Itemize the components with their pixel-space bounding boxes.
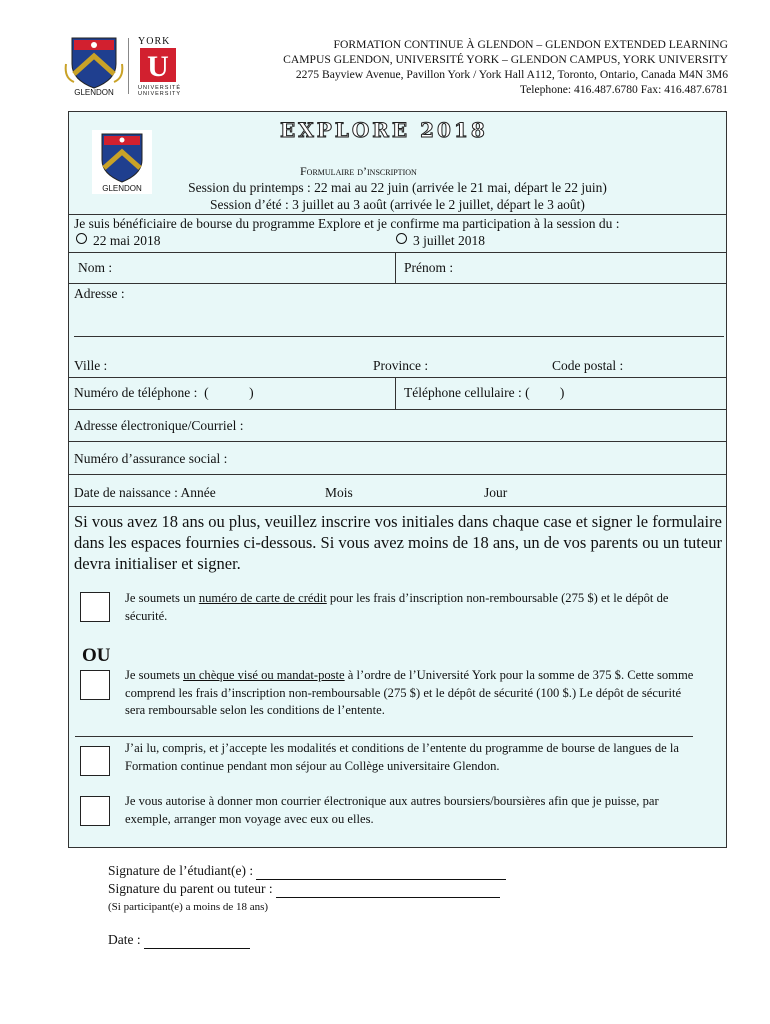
york-logo-letter: U xyxy=(147,50,169,83)
field-code-postal-label: Code postal : xyxy=(552,358,624,373)
radio-session-july[interactable] xyxy=(396,233,485,249)
item1-post: pour les frais d’inscription non-remboursable (275 $) et le dépôt de sécurité. xyxy=(125,591,669,623)
radio-circle-icon xyxy=(76,233,87,244)
crest-small-text: GLENDON xyxy=(102,184,142,193)
header-line-2: CAMPUS GLENDON, UNIVERSITÉ YORK – GLENDON CAMPUS, YORK UNIVERSITY xyxy=(283,53,728,66)
header-line-3: 2275 Bayview Avenue, Pavillon York / York Hall A112, Toronto, Ontario, Canada M4N 3M6 xyxy=(295,68,728,81)
signature-date-line[interactable] xyxy=(144,932,250,949)
logo-separator xyxy=(128,38,129,94)
item-terms: J’ai lu, compris, et j’accepte les modalités et conditions de l’entente du programme de bourse de langues de la Formation continue pendant mon séjour au Collège universitaire Glendon. xyxy=(125,741,679,773)
radio-may-label: 22 mai 2018 xyxy=(93,233,161,248)
field-province-label: Province : xyxy=(373,358,429,373)
initial-box-credit-card[interactable] xyxy=(80,592,110,622)
item1-link: numéro de carte de crédit xyxy=(198,591,327,605)
initial-box-cheque[interactable] xyxy=(80,670,110,700)
form-subtitle: Formulaire d’inscription xyxy=(300,164,417,178)
initial-box-email-share[interactable] xyxy=(80,796,110,826)
field-cellulaire-label: Téléphone cellulaire : ( ) xyxy=(404,385,565,400)
item2-link: un chèque visé ou mandat-poste xyxy=(183,668,345,682)
instructions-text: Si vous avez 18 ans ou plus, veuillez inscrire vos initiales dans chaque case et signer le formulaire dans les espaces fournies ci-dessous. Si vous avez moins de 18 ans, un de vos parents ou un tuteur devra initialiser et signer. xyxy=(74,512,722,573)
field-naissance-jour-label: Jour xyxy=(484,485,508,500)
address-line[interactable] xyxy=(74,336,724,337)
form-title: EXPLORE 2018 xyxy=(280,118,488,142)
field-courriel-label: Adresse électronique/Courriel : xyxy=(74,418,244,433)
field-ville-label: Ville : xyxy=(74,358,108,373)
divider xyxy=(68,283,727,284)
field-telephone-label: Numéro de téléphone : ( ) xyxy=(74,385,254,400)
signature-date xyxy=(108,932,250,949)
item2-post: à l’ordre de l’Université York pour la somme de 375 $. Cette somme comprend les frais d’inscription non-remboursable (275 $) et le dépôt de sécurité (100 $.) Le dépôt de sécurité sera remboursable selon les conditions de l’entente. xyxy=(125,668,694,717)
item1-pre: Je soumets un xyxy=(125,591,199,605)
or-label: OU xyxy=(82,645,111,666)
signature-student-label: Signature de l’étudiant(e) : xyxy=(108,863,254,878)
initial-box-terms[interactable] xyxy=(80,746,110,776)
radio-july-label: 3 juillet 2018 xyxy=(413,233,485,248)
divider-vertical xyxy=(395,252,396,283)
york-logo-sub2: UNIVERSITY xyxy=(138,91,182,96)
signature-student xyxy=(108,863,506,880)
field-naissance-annee-label: Date de naissance : Année xyxy=(74,485,216,500)
glendon-logo-text: GLENDON xyxy=(74,88,114,96)
divider xyxy=(68,377,727,378)
divider xyxy=(68,441,727,442)
glendon-crest-logo xyxy=(64,34,124,96)
divider xyxy=(68,474,727,475)
session-spring: Session du printemps : 22 mai au 22 juin (arrivée le 21 mai, départ le 22 juin) xyxy=(188,180,607,195)
session-summer: Session d’été : 3 juillet au 3 août (arrivée le 2 juillet, départ le 3 août) xyxy=(210,197,585,212)
signature-date-label: Date : xyxy=(108,932,141,947)
york-university-logo xyxy=(136,34,186,96)
field-adresse-label: Adresse : xyxy=(74,286,125,301)
york-logo-sub1: UNIVERSITÉ xyxy=(138,85,182,91)
divider xyxy=(68,506,727,507)
item-email-share: Je vous autorise à donner mon courrier électronique aux autres boursiers/boursières afin que je puisse, par exemple, arranger mon voyage avec eux ou elles. xyxy=(125,794,659,826)
field-nas-label: Numéro d’assurance social : xyxy=(74,451,228,466)
field-nom-label: Nom : xyxy=(78,260,113,275)
field-naissance-mois-label: Mois xyxy=(325,485,353,500)
divider xyxy=(75,736,693,737)
radio-session-may[interactable] xyxy=(76,233,161,249)
field-prenom-label: Prénom : xyxy=(404,260,454,275)
divider xyxy=(68,214,727,215)
signature-parent-line[interactable] xyxy=(276,881,500,898)
item2-pre: Je soumets xyxy=(125,668,184,682)
divider-vertical xyxy=(395,377,396,409)
signature-note: (Si participant(e) a moins de 18 ans) xyxy=(108,901,269,913)
signature-parent-label: Signature du parent ou tuteur : xyxy=(108,881,273,896)
divider xyxy=(68,409,727,410)
header-line-1: FORMATION CONTINUE À GLENDON – GLENDON EXTENDED LEARNING xyxy=(333,38,728,51)
radio-circle-icon xyxy=(396,233,407,244)
confirm-text: Je suis bénéficiaire de bourse du programme Explore et je confirme ma participation à la session du : xyxy=(74,216,620,231)
divider xyxy=(68,252,727,253)
item-cheque xyxy=(125,667,700,720)
signature-student-line[interactable] xyxy=(256,863,506,880)
item-credit-card xyxy=(125,590,700,625)
header-line-4: Telephone: 416.487.6780 Fax: 416.487.6781 xyxy=(519,83,728,96)
signature-parent xyxy=(108,881,500,898)
york-logo-text: YORK xyxy=(138,36,171,47)
